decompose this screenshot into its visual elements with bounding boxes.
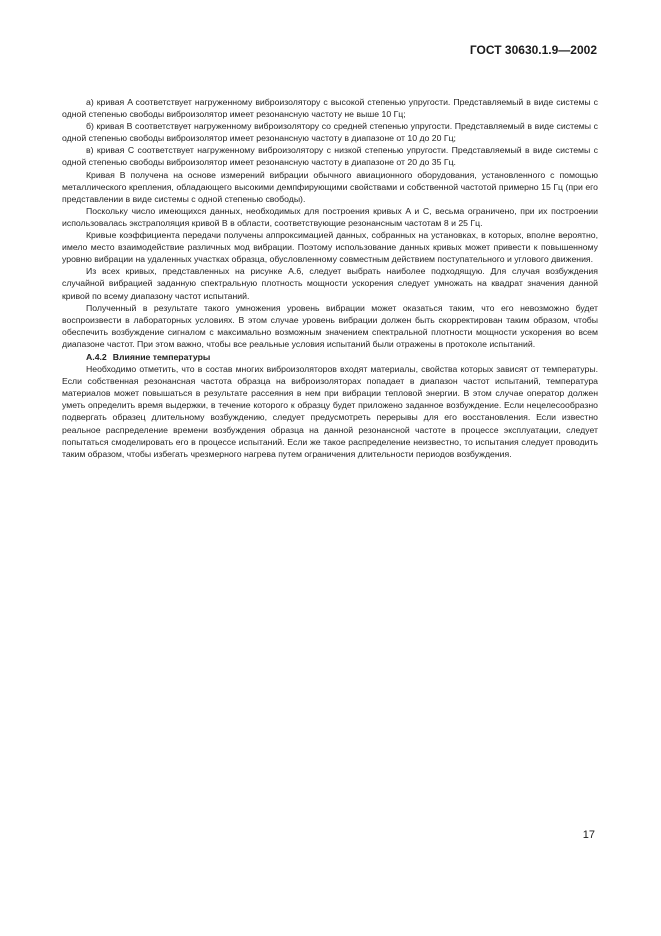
paragraph: Полученный в результате такого умножения уровень вибрации может оказаться таким, что его невозможно будет воспроизвести в лабораторных условиях. В этом случае уровень вибрации должен быть скорректирован таким образом, чтобы обеспечить возбуждение сигналом с максимально возможным значением спектральной плотности мощности ускорения во всем диапазоне частот. При этом важно, чтобы все реальные условия испытаний были отражены в протоколе испытаний. [62,302,598,349]
paragraph: Необходимо отметить, что в состав многих виброизоляторов входят материалы, свойства которых зависят от температуры. Если собственная резонансная частота образца на виброизоляторах попадает в диапазон частот испытаний, температура материалов может повышаться в результате рассеяния в нем при вибрации тепловой энергии. В этом случае оператор должен уметь определить время выдержки, в течение которого к образцу будет приложено заданное возбуждение. Если нецелесообразно подвергать образец длительному возбуждению, следует предусмотреть перерывы для его восстановления. Если известно реальное распределение времени возбуждения образца на данной резонансной частоте в процессе эксплуатации, следует попытаться смоделировать его в процессе испытаний. Если же такое распределение неизвестно, то испытания следует проводить таким образом, чтобы избегать чрезмерного нагрева путем ограничения длительности периодов возбуждения. [62,364,598,459]
document-body [62,96,598,460]
paragraph: б) кривая B соответствует нагруженному виброизолятору со средней степенью упругости. Представляемый в виде системы с одной степенью свободы виброизолятор имеет резонансную частоту в диапазоне от 10 до 20 Гц; [62,121,598,144]
paragraph: Поскольку число имеющихся данных, необходимых для построения кривых A и C, весьма ограничено, при их построении использовалась экстраполяция кривой B в области, соответствующие резонансным частотам 8 и 25 Гц. [62,205,598,228]
subsection-number: А.4.2 [86,351,107,362]
page-number: 17 [582,829,595,841]
subsection-title: Влияние температуры [112,351,211,362]
subsection-heading [62,351,598,363]
standard-header: ГОСТ 30630.1.9—2002 [469,43,597,57]
paragraph: Кривые коэффициента передачи получены аппроксимацией данных, собранных на установках, в которых, вполне вероятно, имело место взаимодействие различных мод вибрации. Поэтому использование данных кривых может привести к повышенному уровню вибрации на удаленных участках образца, обусловленному совместным действием поступательного и углового движения. [62,230,598,265]
paragraph: в) кривая C соответствует нагруженному виброизолятору с низкой степенью упругости. Представляемый в виде системы с одной степенью свободы виброизолятор имеет резонансную частоту в диапазоне от 20 до 35 Гц. [62,145,598,168]
paragraph: Кривая B получена на основе измерений вибрации обычного авиационного оборудования, установленного с помощью металлического крепления, обладающего высокими демпфирующими свойствами и собственной частотой примерно 15 Гц (при его представлении в виде системы с одной степенью свободы). [62,169,598,204]
paragraph: Из всех кривых, представленных на рисунке А.6, следует выбрать наиболее подходящую. Для случая возбуждения случайной вибрацией заданную спектральную плотность мощности ускорения следует умножать на квадрат значения данной кривой по всему диапазону частот испытаний. [62,266,598,301]
paragraph: а) кривая A соответствует нагруженному виброизолятору с высокой степенью упругости. Представляемый в виде системы с одной степенью свободы виброизолятор имеет резонансную частоту не выше 10 Гц; [62,97,598,120]
